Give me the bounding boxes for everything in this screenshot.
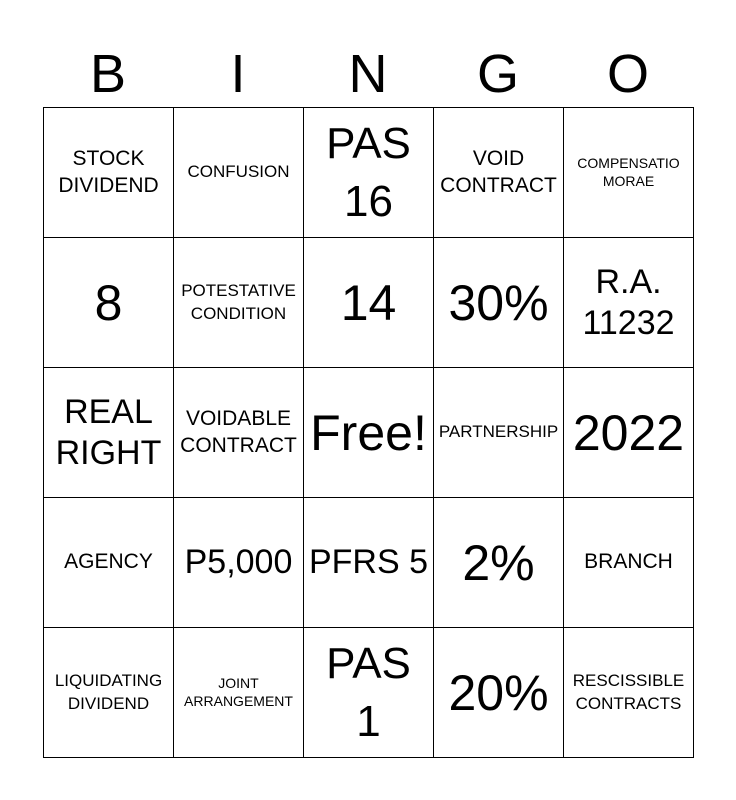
cell-text: 30% xyxy=(448,274,549,331)
header-letter-g: G xyxy=(476,44,519,104)
cell-text: AGENCY xyxy=(64,550,153,574)
header-letter-i: I xyxy=(230,44,246,104)
header-letter-o: O xyxy=(606,44,649,104)
bingo-cell[interactable] xyxy=(564,108,694,238)
cell-text: VOIDABLE CONTRACT xyxy=(180,407,297,457)
bingo-cell[interactable] xyxy=(434,498,564,628)
bingo-cell[interactable] xyxy=(44,368,174,498)
bingo-cell[interactable] xyxy=(174,368,304,498)
cell-text: 2% xyxy=(462,534,535,591)
cell-text: JOINT ARRANGEMENT xyxy=(184,675,293,709)
bingo-cell[interactable] xyxy=(174,108,304,238)
cell-text: PFRS 5 xyxy=(308,543,429,582)
cell-text: LIQUIDATING DIVIDEND xyxy=(54,671,163,713)
cell-text: 8 xyxy=(94,274,123,331)
bingo-header xyxy=(43,40,693,108)
cell-text: PARTNERSHIP xyxy=(438,422,559,442)
bingo-cell[interactable] xyxy=(304,238,434,368)
cell-text: Free! xyxy=(310,404,427,461)
header-letter-n: N xyxy=(348,44,388,104)
bingo-cell[interactable] xyxy=(434,628,564,758)
bingo-cell[interactable] xyxy=(434,368,564,498)
bingo-cell[interactable] xyxy=(44,498,174,628)
bingo-cell[interactable] xyxy=(434,108,564,238)
cell-text: P5,000 xyxy=(184,543,293,582)
cell-text: CONFUSION xyxy=(187,162,290,182)
bingo-cell[interactable] xyxy=(174,628,304,758)
cell-text: COMPENSATIO MORAE xyxy=(577,155,680,189)
bingo-cell[interactable] xyxy=(304,108,434,238)
bingo-cell[interactable] xyxy=(44,628,174,758)
bingo-cell[interactable] xyxy=(564,498,694,628)
bingo-cell[interactable] xyxy=(174,498,304,628)
bingo-cell[interactable] xyxy=(564,368,694,498)
bingo-cell[interactable] xyxy=(304,498,434,628)
header-letter-b: B xyxy=(89,44,127,104)
bingo-cell[interactable] xyxy=(44,108,174,238)
bingo-card-grid xyxy=(43,107,694,758)
cell-text: REAL RIGHT xyxy=(55,392,162,472)
bingo-cell[interactable] xyxy=(44,238,174,368)
cell-text: 20% xyxy=(448,664,549,721)
cell-text: POTESTATIVE CONDITION xyxy=(181,281,296,323)
bingo-cell[interactable] xyxy=(564,628,694,758)
cell-text: PAS 16 xyxy=(326,119,411,226)
cell-text: STOCK DIVIDEND xyxy=(58,147,159,197)
bingo-cell[interactable] xyxy=(174,238,304,368)
free-space-cell[interactable] xyxy=(304,368,434,498)
cell-text: 14 xyxy=(340,274,397,331)
bingo-cell[interactable] xyxy=(434,238,564,368)
bingo-cell[interactable] xyxy=(304,628,434,758)
cell-text: PAS 1 xyxy=(326,639,411,746)
cell-text: BRANCH xyxy=(584,550,673,574)
cell-text: VOID CONTRACT xyxy=(440,147,557,197)
cell-text: R.A. 11232 xyxy=(582,262,675,342)
cell-text: RESCISSIBLE CONTRACTS xyxy=(572,671,685,713)
cell-text: 2022 xyxy=(572,404,685,461)
bingo-cell[interactable] xyxy=(564,238,694,368)
